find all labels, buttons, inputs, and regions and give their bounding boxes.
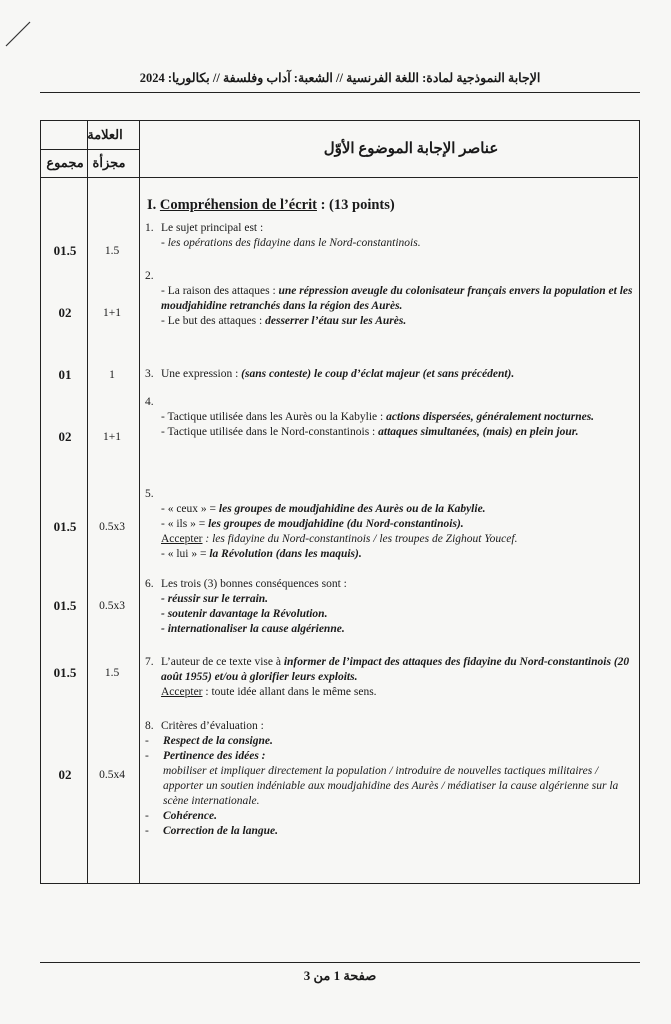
answer-elements-header: عناصر الإجابة الموضوع الأوّل <box>323 141 499 157</box>
total-score: 02 <box>58 429 72 444</box>
criterion: Correction de la langue. <box>163 825 279 837</box>
partial-score: 1.5 <box>104 667 120 679</box>
total-score: 01 <box>58 367 72 382</box>
partial-score: 1+1 <box>103 431 121 443</box>
header-divider <box>40 92 640 93</box>
criterion: Cohérence. <box>163 810 217 822</box>
partial-score: 0.5x4 <box>99 769 125 781</box>
total-score: 02 <box>58 305 72 320</box>
section-title: I. Compréhension de l’écrit : (13 points) <box>147 197 395 213</box>
total-score: 01.5 <box>53 598 77 613</box>
answer-grid <box>40 120 640 884</box>
answer-4: 4. - Tactique utilisée dans les Aurès ou la Kabylie : actions dispersées, généralement nocturnes. - Tactique utilisée dans le Nord-constantinois : attaques simultanées, (mais) en plein jour. <box>145 396 595 438</box>
answer-8: 8. Critères d’évaluation : - Respect de la consigne. - Pertinence des idées : mobiliser et impliquer directement la population / introduire de nouvelles tactiques militaires / apporter un soutien indéniable aux moudjahidine des Aurès / médiatiser la cause algérienne sur la scène internationale. - Cohérence. - Correction de la langue. <box>145 719 635 839</box>
partial-score: 0.5x3 <box>99 600 125 612</box>
partial-score: 0.5x3 <box>99 521 125 533</box>
total-score: 02 <box>58 767 72 782</box>
page-header: الإجابة النموذجية لمادة: اللغة الفرنسية // الشعبة: آداب وفلسفة // بكالوريا: 2024 <box>139 71 541 85</box>
footer-divider <box>40 962 640 963</box>
answer-2: 2. - La raison des attaques : une répression aveugle du colonisateur français envers la population et les moudjahidine retranchés dans la région des Aurès. - Le but des attaques : desserrer l’étau sur les Aurès. <box>145 270 633 327</box>
answer-1: 1. Le sujet principal est : - les opérations des fidayine dans le Nord-constantinois. <box>145 222 421 249</box>
header-sub-divider <box>41 149 139 150</box>
answer-6: 6. Les trois (3) bonnes conséquences sont : - réussir sur le terrain. - soutenir davantage la Révolution. - internationaliser la cause algérienne. <box>145 578 347 635</box>
answer-5: 5. - « ceux » = les groupes de moudjahidine des Aurès ou de la Kabylie. - « ils » = les groupes de moudjahidine (du Nord-constantinois). Accepter : les fidayine du Nord-constantinois / les troupes de Zighout Youcef. - « lui » = la Révolution (dans les maquis). <box>145 488 518 560</box>
total-score: 01.5 <box>53 519 77 534</box>
total-score-header: مجموع <box>46 155 84 170</box>
criterion: Respect de la consigne. <box>163 735 273 747</box>
column-divider <box>139 121 140 883</box>
answer-7: 7. L’auteur de ce texte vise à informer de l’impact des attaques des fidayine du Nord-constantinois (20 août 1955) et/ou à glorifier leurs exploits. Accepter : toute idée allant dans le même sens. <box>145 656 630 698</box>
criterion: Pertinence des idées : <box>163 750 266 762</box>
pen-stroke-mark <box>4 18 34 50</box>
total-score: 01.5 <box>53 665 77 680</box>
answer-3: 3. Une expression : (sans conteste) le coup d’éclat majeur (et sans précédent). <box>145 368 515 380</box>
grade-header: العلامة <box>87 127 123 142</box>
partial-score: 1+1 <box>103 307 121 319</box>
criterion-detail: mobiliser et impliquer directement la population / introduire de nouvelles tactiques militaires / apporter un soutien indéniable aux moudjahidine des Aurès / médiatiser la cause algérienne sur la scène internationale. <box>163 765 619 807</box>
total-score: 01.5 <box>53 243 77 258</box>
partial-score-header: مجزأة <box>92 155 126 170</box>
header-divider-row <box>41 177 638 178</box>
partial-score: 1.5 <box>104 245 120 257</box>
partial-score: 1 <box>109 369 115 381</box>
page-number: صفحة 1 من 3 <box>303 968 377 983</box>
